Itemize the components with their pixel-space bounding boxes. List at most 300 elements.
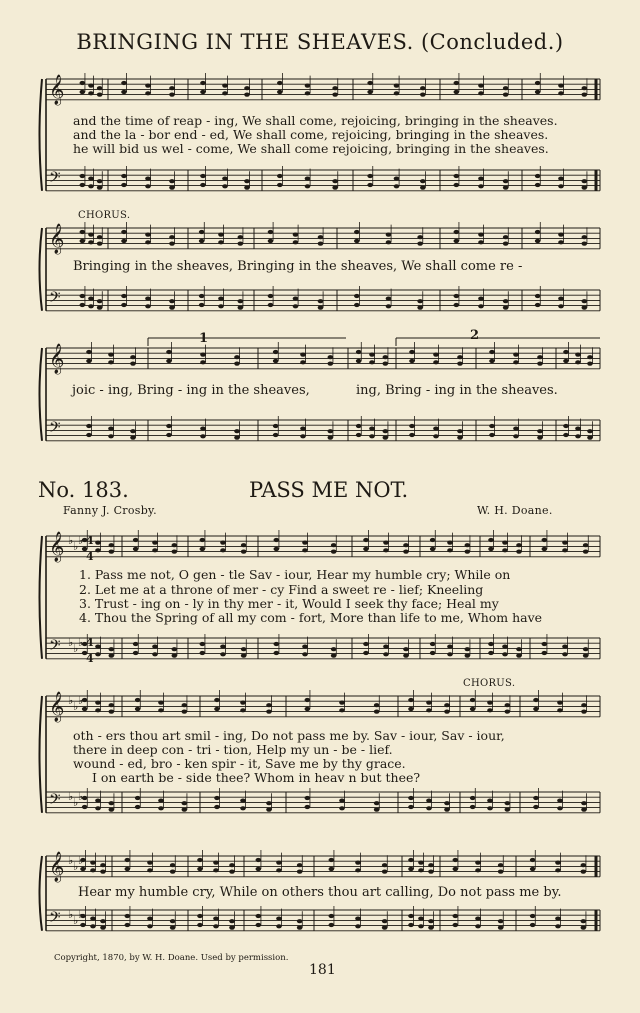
h2-sys1-treble-note	[95, 541, 101, 545]
h2-sys2-treble-note	[444, 710, 450, 714]
h2-sys3-bass-note	[530, 914, 536, 918]
h2-sys3-bass-note	[555, 924, 561, 928]
h2-sys1-bass-note	[109, 654, 115, 658]
h2-sys2-treble-note	[266, 703, 272, 707]
h2-sys2-bass-note	[470, 805, 476, 809]
h1-sys2-bass-note	[354, 294, 360, 298]
h1-sys1-treble-note	[88, 91, 94, 95]
h1-sys2-bass-note	[454, 303, 460, 307]
h1-sys3-bass-note	[200, 434, 206, 438]
h1-sys2-bass-note	[199, 303, 205, 307]
h2-sys3-treble-note	[498, 870, 504, 874]
h2-sys2-bass-note	[305, 805, 311, 809]
h1-sys3-treble-clef: 𝄞	[49, 344, 65, 374]
h1-sys2-treble-note	[478, 233, 484, 237]
h1-sys1-treble-note	[478, 84, 484, 88]
h1-sys2-bass-note	[238, 306, 244, 310]
h2-sys1-treble-note	[220, 548, 226, 552]
flat-key-signature: ♭	[68, 534, 74, 547]
time-signature: 4	[86, 652, 94, 665]
h2-sys1-bass-note	[383, 645, 389, 649]
h2-sys2-bass-note	[82, 805, 88, 809]
h1-sys3-treble-note	[356, 350, 362, 354]
h1-sys2-bass-clef: 𝄢	[49, 289, 61, 310]
h1-sys2-bass-note	[478, 297, 484, 301]
h2-sys1-bass-note	[220, 645, 226, 649]
h1-sys3-brace-curve	[40, 348, 43, 441]
h1-sys3-bass-note	[200, 427, 206, 431]
h2-sys1-bass-note	[274, 642, 280, 646]
flat-key-signature: ♭	[68, 694, 74, 707]
h1-sys1-treble-note	[121, 81, 127, 85]
h1-sys1-treble-note	[420, 93, 426, 97]
h2-sys1-bass-note	[172, 654, 178, 658]
h2-sys2-treble-note	[505, 703, 511, 707]
h2-sys3-bass-note	[170, 919, 176, 923]
h2-sys3-treble-note	[329, 858, 335, 862]
h2-sys3-treble-note	[276, 861, 282, 865]
h1-sys2-bass-note	[386, 304, 392, 308]
h2-sys1-bass-note	[152, 645, 158, 649]
h2-sys1-treble-note	[200, 547, 206, 551]
h1-sys1-bass-note	[121, 183, 127, 187]
h1-sys1-bass-note	[305, 184, 311, 188]
h2-sys2-treble-note	[374, 710, 380, 714]
h1-sys1-bass-note	[169, 186, 175, 190]
h2-sys3-treble-note	[256, 858, 262, 862]
h2-sys3-treble-note	[530, 858, 536, 862]
h2-sys1-treble-note	[172, 550, 178, 554]
h1-sys3-bass-note	[575, 434, 581, 438]
h1-sys1-bass-note	[535, 174, 541, 178]
h1-sys3-treble-note	[300, 360, 306, 364]
h2-sys3-treble-note	[581, 870, 587, 874]
hymn1-title: BRINGING IN THE SHEAVES. (Concluded.)	[76, 30, 564, 54]
hymn2-verse2-line: 2. Let me at a throne of mer - cy Find a sweet re - lief; Kneeling	[79, 582, 484, 597]
h2-sys2-treble-note	[557, 708, 563, 712]
h1-sys2-treble-note	[478, 240, 484, 244]
h2-sys3-bass-note	[453, 914, 459, 918]
h2-sys1-treble-note	[542, 538, 548, 542]
h2-sys2-treble-note	[581, 710, 587, 714]
h1-sys2-treble-note	[354, 230, 360, 234]
h2-sys3-bass-note	[498, 919, 504, 923]
flat-key-signature: ♭	[78, 694, 84, 707]
h2-sys1-treble-note	[109, 543, 115, 547]
hymn-number: No. 183.	[38, 478, 129, 502]
h2-sys1-bass-note	[109, 647, 115, 651]
h2-sys1-treble-note	[109, 550, 115, 554]
h1-sys3-bass-note	[369, 434, 375, 438]
h1-sys1-treble-note	[145, 91, 151, 95]
h2-sys2-treble-note	[266, 710, 272, 714]
h2-sys1-bass-note	[302, 645, 308, 649]
h1-sys2-treble-clef: 𝄞	[49, 224, 65, 254]
h1-sys3-bass-note	[433, 427, 439, 431]
h1-sys1-bass-note	[200, 183, 206, 187]
h2-sys3-treble-note	[213, 861, 219, 865]
h2-sys1-bass-note	[542, 651, 548, 655]
h1-sys3-treble-note	[273, 350, 279, 354]
h1-sys1-bass-note	[503, 179, 509, 183]
h1-sys2-bass-note	[293, 304, 299, 308]
h2-sys3-bass-note	[229, 919, 235, 923]
h2-sys3-treble-note	[408, 858, 414, 862]
h1-sys2-bass-note	[169, 306, 175, 310]
h2-sys3-treble-note	[147, 861, 153, 865]
h1-sys3-treble-note	[457, 362, 463, 366]
flat-key-signature: ♭	[73, 796, 79, 809]
h2-sys2-treble-note	[533, 707, 539, 711]
h1-sys2-treble-note	[121, 239, 127, 243]
h2-sys3-treble-note	[297, 870, 303, 874]
hymn2-system2-line-4: I on earth be - side thee? Whom in heav n but thee?	[92, 770, 421, 785]
h1-sys3-bass-note	[273, 433, 279, 437]
h2-sys3-bass-note	[276, 924, 282, 928]
h1-sys3-bass-note	[273, 424, 279, 428]
h2-sys3-bass-note	[90, 924, 96, 928]
h1-sys3-bass-note	[86, 424, 92, 428]
h2-sys2-bass-note	[426, 799, 432, 803]
h1-sys1-bass-note	[454, 174, 460, 178]
h2-sys2-bass-note	[135, 796, 141, 800]
h1-sys3-treble-note	[587, 355, 593, 359]
h2-sys2-treble-note	[470, 698, 476, 702]
h2-sys3-bass-note	[428, 919, 434, 923]
h2-sys3-bass-note	[408, 923, 414, 927]
composer-credit: W. H. Doane.	[477, 504, 553, 517]
h2-sys2-treble-note	[182, 703, 188, 707]
h1-sys1-treble-note	[121, 90, 127, 94]
flat-key-signature: ♭	[73, 914, 79, 927]
h1-sys1-bass-note	[478, 184, 484, 188]
h1-sys3-bass-note	[587, 436, 593, 440]
h2-sys2-bass-note	[109, 808, 115, 812]
h1-sys2-bass-note	[478, 304, 484, 308]
h2-sys1-treble-note	[403, 543, 409, 547]
h1-sys2-treble-note	[503, 242, 509, 246]
h1-sys1-treble-note	[169, 93, 175, 97]
h2-sys3-treble-note	[530, 867, 536, 871]
h2-sys3-treble-note	[170, 870, 176, 874]
h1-sys2-bass-note	[169, 299, 175, 303]
flat-key-signature: ♭	[68, 636, 74, 649]
flat-key-signature: ♭	[68, 854, 74, 867]
h1-sys2-bass-note	[268, 294, 274, 298]
h1-sys1-treble-note	[305, 91, 311, 95]
h2-sys1-bass-note	[241, 647, 247, 651]
h2-sys1-bass-note	[516, 654, 522, 658]
h2-sys3-bass-note	[382, 926, 388, 930]
h1-sys1-bass-note	[121, 174, 127, 178]
h2-sys3-treble-note	[170, 863, 176, 867]
h2-sys2-treble-note	[305, 698, 311, 702]
h2-sys1-brace-curve	[40, 536, 43, 659]
h1-sys3-treble-note	[537, 362, 543, 366]
h1-sys2-bass-note	[145, 297, 151, 301]
h2-sys3-treble-note	[229, 863, 235, 867]
h2-sys3-treble-note	[453, 867, 459, 871]
h2-sys1-treble-note	[516, 550, 522, 554]
h1-sys3-bass-note	[328, 429, 334, 433]
h1-sys3-treble-note	[234, 355, 240, 359]
h2-sys1-bass-note	[220, 652, 226, 656]
h2-sys1-bass-note	[200, 642, 206, 646]
h1-sys3-bass-note	[409, 433, 415, 437]
flat-key-signature: ♭	[78, 908, 84, 921]
h2-sys3-treble-note	[197, 867, 203, 871]
h1-sys2-treble-note	[145, 233, 151, 237]
h1-sys3-bass-note	[356, 433, 362, 437]
h2-sys2-bass-note	[426, 806, 432, 810]
h1-sys1-treble-note	[305, 84, 311, 88]
h2-sys3-bass-clef: 𝄢	[49, 909, 61, 930]
h2-sys3-bass-note	[418, 917, 424, 921]
h2-sys2-treble-note	[109, 703, 115, 707]
h1-sys3-treble-note	[563, 359, 569, 363]
h1-sys3-bass-note	[489, 424, 495, 428]
h2-sys2-bass-note	[557, 806, 563, 810]
page-number: 181	[309, 962, 336, 978]
h1-sys2-bass-note	[238, 299, 244, 303]
h1-sys3-treble-note	[300, 353, 306, 357]
h2-sys1-bass-note	[562, 645, 568, 649]
h1-sys1-treble-note	[169, 86, 175, 90]
h1-sys2-treble-note	[582, 235, 588, 239]
h1-sys1-bass-note	[80, 183, 86, 187]
h1-sys1-treble-note	[454, 90, 460, 94]
hymn1-chorus-lyric: Bringing in the sheaves, Bringing in the sheaves, We shall come re -	[73, 259, 523, 274]
h1-sys1-bass-note	[535, 183, 541, 187]
h1-sys1-bass-note	[420, 186, 426, 190]
h2-sys1-bass-note	[363, 642, 369, 646]
h1-sys2-treble-note	[535, 239, 541, 243]
h1-sys2-bass-note	[386, 297, 392, 301]
h1-sys1-bass-clef: 𝄢	[49, 169, 61, 190]
h2-sys2-bass-note	[95, 806, 101, 810]
h1-sys1-treble-note	[222, 84, 228, 88]
h2-sys1-bass-note	[95, 645, 101, 649]
h2-sys3-treble-note	[329, 867, 335, 871]
h2-sys1-treble-note	[331, 543, 337, 547]
h1-sys3-treble-note	[234, 362, 240, 366]
h1-sys3-treble-note	[86, 359, 92, 363]
h2-sys3-bass-note	[475, 917, 481, 921]
h2-sys1-treble-note	[583, 543, 589, 547]
h2-sys3-treble-note	[100, 870, 106, 874]
h2-sys3-treble-note	[80, 867, 86, 871]
h1-sys3-bass-note	[166, 433, 172, 437]
h1-sys2-bass-note	[582, 306, 588, 310]
h2-sys1-bass-note	[430, 642, 436, 646]
h2-sys2-bass-note	[505, 808, 511, 812]
h1-sys3-treble-note	[563, 350, 569, 354]
h2-sys3-bass-note	[355, 924, 361, 928]
h2-sys2-treble-note	[214, 698, 220, 702]
h1-sys1-bass-note	[582, 186, 588, 190]
h2-sys1-treble-note	[447, 548, 453, 552]
time-signature: 4	[86, 534, 94, 547]
h1-sys2-bass-note	[121, 303, 127, 307]
h1-sys1-bass-note	[88, 177, 94, 181]
h1-sys1-treble-note	[244, 86, 250, 90]
h2-sys2-bass-clef: 𝄢	[49, 791, 61, 812]
h2-sys1-treble-note	[447, 541, 453, 545]
h1-sys1-treble-note	[88, 84, 94, 88]
h2-sys2-bass-note	[214, 796, 220, 800]
h2-sys2-treble-note	[533, 698, 539, 702]
h1-sys2-treble-note	[417, 242, 423, 246]
h2-sys2-bass-note	[487, 799, 493, 803]
h2-sys3-treble-note	[418, 868, 424, 872]
h1-sys2-bass-note	[503, 299, 509, 303]
h2-sys2-bass-note	[109, 801, 115, 805]
h2-sys3-bass-note	[329, 914, 335, 918]
h2-sys1-bass-note	[562, 652, 568, 656]
h2-sys3-bass-note	[100, 919, 106, 923]
h2-sys2-bass-note	[135, 805, 141, 809]
h1-sys1-treble-note	[394, 91, 400, 95]
h1-sys2-treble-note	[535, 230, 541, 234]
h1-sys3-treble-note	[328, 362, 334, 366]
h2-sys2-treble-note	[135, 707, 141, 711]
h1-sys2-treble-note	[503, 235, 509, 239]
h1-sys2-bass-note	[97, 299, 103, 303]
flat-key-signature: ♭	[68, 790, 74, 803]
h2-sys2-bass-note	[374, 801, 380, 805]
h2-sys3-bass-note	[147, 924, 153, 928]
h1-sys3-treble-note	[575, 353, 581, 357]
h1-sys1-treble-note	[80, 90, 86, 94]
h2-sys3-bass-note	[80, 923, 86, 927]
h1-sys1-bass-note	[305, 177, 311, 181]
h2-sys1-bass-note	[241, 654, 247, 658]
h2-sys2-bass-note	[408, 796, 414, 800]
h1-sys2-bass-note	[218, 297, 224, 301]
h2-sys1-treble-note	[516, 543, 522, 547]
h1-sys1-treble-note	[332, 86, 338, 90]
h1-sys2-bass-note	[535, 294, 541, 298]
h1-sys1-bass-note	[558, 177, 564, 181]
hymn1-verse-line-3: he will bid us wel - come, We shall come rejoicing, bringing in the sheaves.	[73, 141, 549, 156]
h1-sys2-bass-note	[199, 294, 205, 298]
h2-sys2-bass-note	[444, 808, 450, 812]
h1-sys1-treble-note	[558, 91, 564, 95]
h1-sys1-treble-note	[478, 91, 484, 95]
h1-sys1-bass-note	[582, 179, 588, 183]
h1-sys2-bass-note	[535, 303, 541, 307]
flat-key-signature: ♭	[78, 534, 84, 547]
h2-sys1-treble-note	[95, 548, 101, 552]
h2-sys3-treble-note	[297, 863, 303, 867]
h1-sys3-treble-note	[200, 353, 206, 357]
h1-sys1-bass-note	[80, 174, 86, 178]
h2-sys3-bass-note	[125, 923, 131, 927]
h2-sys1-treble-note	[331, 550, 337, 554]
hymn2-system2-line-1: oth - ers thou art smil - ing, Do not pass me by. Sav - iour, Sav - iour,	[73, 728, 505, 743]
h2-sys1-bass-note	[465, 654, 471, 658]
flat-key-signature: ♭	[78, 790, 84, 803]
h1-sys1-bass-note	[420, 179, 426, 183]
h1-sys1-treble-note	[394, 84, 400, 88]
h2-sys1-bass-note	[200, 651, 206, 655]
h2-sys1-treble-note	[465, 550, 471, 554]
h1-sys3-treble-note	[513, 360, 519, 364]
h1-sys1-bass-note	[394, 177, 400, 181]
h1-sys1-bass-note	[454, 183, 460, 187]
h1-sys3-bass-note	[86, 433, 92, 437]
h1-sys3-treble-note	[166, 359, 172, 363]
h1-sys2-treble-note	[558, 240, 564, 244]
h2-sys3-treble-note	[147, 868, 153, 872]
flat-key-signature: ♭	[78, 854, 84, 867]
h2-sys3-treble-note	[382, 870, 388, 874]
h1-sys1-bass-note	[503, 186, 509, 190]
h1-sys2-treble-note	[454, 230, 460, 234]
h2-sys1-treble-note	[488, 538, 494, 542]
h1-sys1-treble-note	[454, 81, 460, 85]
h1-sys3-treble-note	[513, 353, 519, 357]
h1-sys2-treble-note	[293, 233, 299, 237]
h2-sys3-bass-note	[256, 923, 262, 927]
h2-sys3-bass-note	[147, 917, 153, 921]
h2-sys3-treble-note	[382, 863, 388, 867]
hymn2-verse1-line: 1. Pass me not, O gen - tle Sav - iour, Hear my humble cry; While on	[79, 567, 511, 582]
h1-sys2-treble-note	[558, 233, 564, 237]
h1-sys1-treble-note	[200, 81, 206, 85]
h2-sys2-treble-clef: 𝄞	[49, 692, 65, 722]
h1-sys1-bass-note	[558, 184, 564, 188]
h1-sys1-treble-note	[582, 93, 588, 97]
h1-sys2-treble-note	[454, 239, 460, 243]
h1-sys2-treble-note	[80, 239, 86, 243]
hymn2-verse3-line: 3. Trust - ing on - ly in thy mer - it, Would I seek thy face; Heal my	[79, 596, 499, 611]
h1-sys2-bass-note	[454, 294, 460, 298]
h1-sys1-treble-note	[222, 91, 228, 95]
h2-sys3-bass-note	[428, 926, 434, 930]
h2-sys3-bass-note	[276, 917, 282, 921]
h2-sys1-treble-note	[430, 547, 436, 551]
h2-sys3-bass-note	[418, 924, 424, 928]
h2-sys2-treble-note	[426, 708, 432, 712]
h2-sys2-treble-note	[470, 707, 476, 711]
h2-sys1-bass-note	[403, 647, 409, 651]
h2-sys2-bass-note	[339, 799, 345, 803]
h2-sys2-bass-note	[266, 808, 272, 812]
h1-sys2-bass-note	[558, 297, 564, 301]
h1-sys2-treble-note	[199, 230, 205, 234]
h2-sys1-treble-note	[274, 547, 280, 551]
hymn1-ending-lyric-a: joic - ing, Bring - ing in the sheaves,	[72, 383, 310, 398]
h2-sys2-bass-note	[533, 796, 539, 800]
h2-sys1-treble-note	[302, 541, 308, 545]
h2-sys2-treble-note	[339, 701, 345, 705]
h2-sys1-bass-note	[430, 651, 436, 655]
h2-sys3-bass-note	[453, 923, 459, 927]
h1-sys2-treble-note	[199, 239, 205, 243]
h1-sys2-treble-note	[238, 235, 244, 239]
h2-sys1-treble-note	[583, 550, 589, 554]
h2-sys2-treble-note	[240, 701, 246, 705]
h2-sys1-bass-note	[502, 645, 508, 649]
h2-sys2-bass-note	[505, 801, 511, 805]
h1-sys1-bass-note	[97, 179, 103, 183]
h1-sys2-bass-note	[218, 304, 224, 308]
flat-key-signature: ♭	[73, 860, 79, 873]
time-signature: 4	[86, 550, 94, 563]
h1-sys2-brace-curve	[40, 228, 43, 311]
h2-sys1-bass-note	[133, 651, 139, 655]
